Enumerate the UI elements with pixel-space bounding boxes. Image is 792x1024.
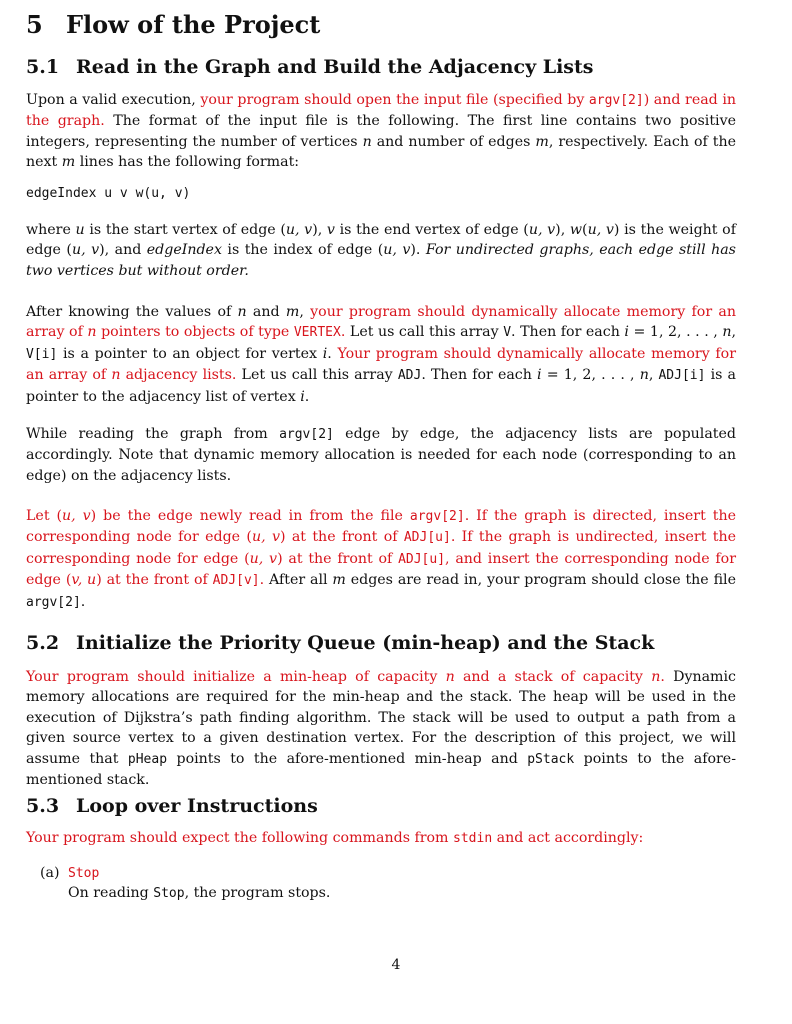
paragraph-commands: Your program should expect the following commands from stdin and act accordingly: [26, 830, 644, 846]
subsection-heading-5-2 [26, 632, 654, 654]
page-number: 4 [391, 957, 401, 973]
paragraph-insert-nodes: Let (u, v) be the edge newly read in from the file argv[2]. If the graph is directed, insert the corresponding node for edge (u, v) at the front of ADJ[u]. If the graph is undirected, insert the corresponding node for edge (u, v) at the front of ADJ[u], and insert the corresponding node for edge (v, u) at the front of ADJ[v]. After all m edges are read in, your program should close the file argv[2]. [26, 508, 737, 610]
subsection-heading-5-1 [26, 56, 593, 78]
section-title: Flow of the Project [66, 10, 321, 39]
section-heading [26, 10, 320, 39]
paragraph-memory-allocation: After knowing the values of n and m, your program should dynamically allocate memory for an array of n pointers to objects of type VERTEX. Let us call this array V. Then for each i = 1, 2, . . . , n, V[i] is a pointer to an object for vertex i. Your program should dynamically allocate memory for an array of n adjacency lists. Let us call this array ADJ. Then for each i = 1, 2, . . . , n, ADJ[i] is a pointer to the adjacency list of vertex i. [26, 304, 737, 405]
format-code-line: edgeIndex u v w(u, v) [26, 186, 191, 201]
subsection-number: 5.1 [26, 56, 60, 78]
paragraph-edge-definition: where u is the start vertex of edge (u, v), v is the end vertex of edge (u, v), w(u, v) is the weight of edge (u, v), and edgeIndex is the index of edge (u, v). For undirected graphs, each edge still has two vertices but without order. [26, 222, 736, 279]
paragraph-input-file: Upon a valid execution, your program should open the input file (specified by argv[2]) and read in the graph. The format of the input file is the following. The first line contains two positive integers, representing the number of vertices n and number of edges m, respectively. Each of the next m lines has the following format: [26, 92, 736, 171]
section-number: 5 [26, 10, 43, 39]
paragraph-reading-graph: While reading the graph from argv[2] edge by edge, the adjacency lists are populated accordingly. Note that dynamic memory allocation is needed for each node (corresponding to an edge) on the adjacency lists. [26, 426, 736, 484]
subsection-number: 5.2 [26, 632, 60, 654]
subsection-title: Loop over Instructions [76, 795, 318, 817]
subsection-title: Initialize the Priority Queue (min-heap) and the Stack [76, 632, 655, 654]
item-command: Stop [68, 866, 100, 881]
item-description: On reading Stop, the program stops. [68, 885, 331, 901]
item-label: (a) [40, 865, 60, 881]
list-item-stop [40, 863, 331, 901]
subsection-heading-5-3 [26, 795, 318, 817]
subsection-title: Read in the Graph and Build the Adjacency Lists [76, 56, 594, 78]
subsection-number: 5.3 [26, 795, 60, 817]
paragraph-heap-stack: Your program should initialize a min-heap of capacity n and a stack of capacity n. Dynamic memory allocations are required for the min-heap and the stack. The heap will be used in the execution of Dijkstra’s path finding algorithm. The stack will be used to output a path from a given source vertex to a given destination vertex. For the description of this project, we will assume that pHeap points to the afore-mentioned min-heap and pStack points to the afore-mentioned stack. [26, 669, 736, 789]
